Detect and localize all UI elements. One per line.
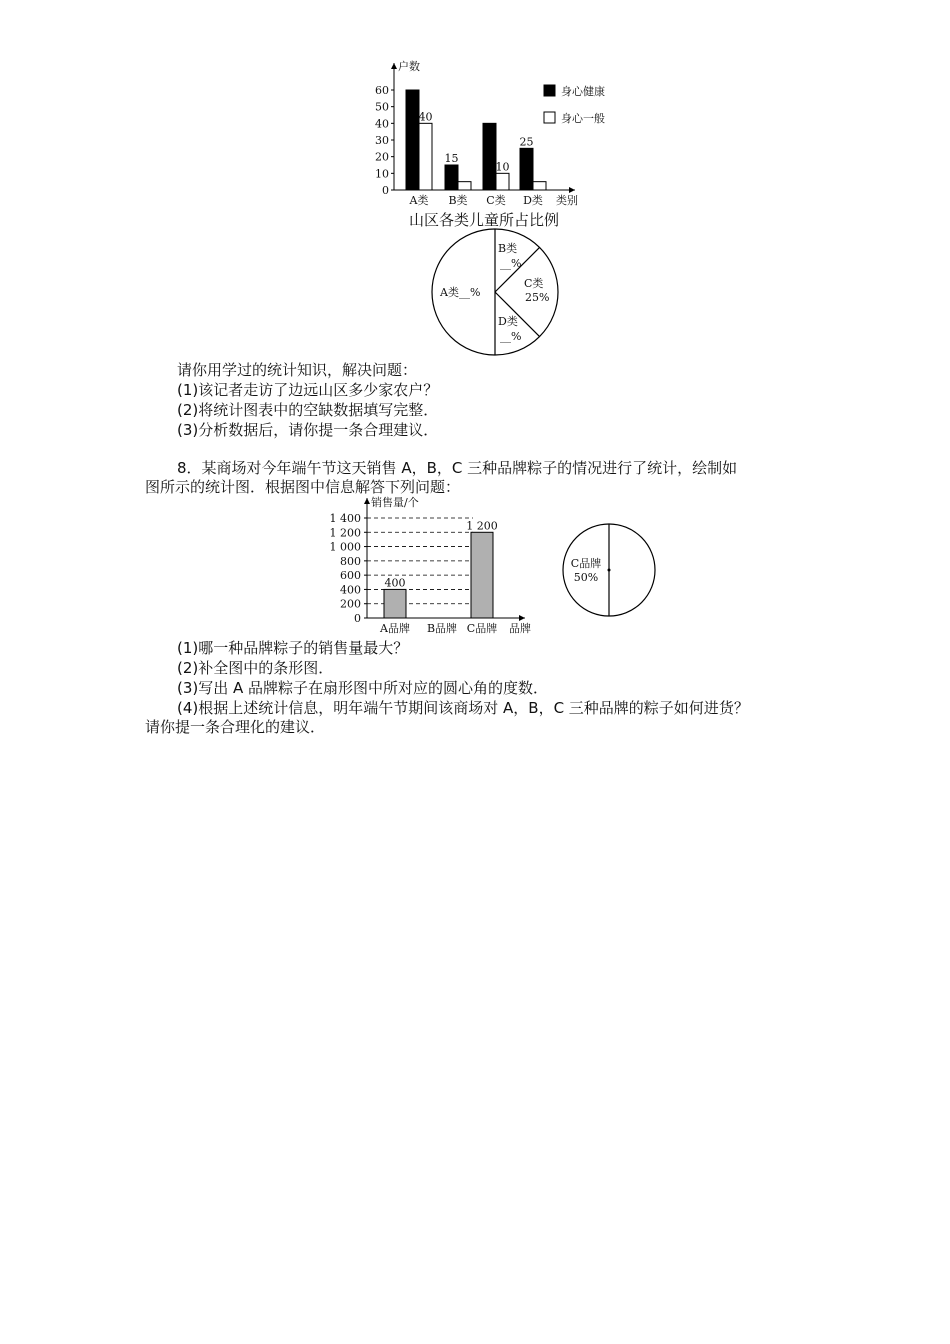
household-bar-chart (370, 55, 630, 210)
y-tick-label: 200 (340, 597, 361, 611)
y-tick-label: 1 400 (329, 512, 361, 525)
bar-data-label: 400 (384, 576, 406, 590)
x-axis-label: 品牌 (509, 622, 531, 635)
x-tick-label: D类 (523, 194, 543, 207)
legend-swatch (544, 112, 555, 123)
bar-normal-C类 (496, 173, 509, 190)
sales-bar-chart (325, 494, 540, 636)
slice-label-c-percent: 50% (573, 571, 599, 584)
bar-data-label: 25 (519, 135, 534, 149)
brand-pie-chart (555, 518, 665, 638)
children-pie-chart (420, 228, 570, 363)
x-axis-label: 类别 (556, 194, 578, 207)
y-tick-label: 60 (375, 84, 389, 97)
y-axis-arrow (364, 498, 370, 504)
bar-data-label: 1 200 (466, 519, 498, 533)
q7-part2: (2)将统计图表中的空缺数据填写完整． (177, 401, 439, 419)
slice-label-b: B类 (498, 242, 518, 255)
x-tick-label: C品牌 (466, 622, 498, 635)
bar-normal-B类 (458, 182, 471, 190)
y-tick-label: 800 (340, 554, 361, 568)
bar-C品牌 (471, 532, 493, 618)
bar-A品牌 (384, 589, 406, 618)
slice-label-c: C类 (524, 277, 544, 290)
bar-normal-A类 (419, 123, 432, 190)
q7-part1: (1)该记者走访了边远山区多少家农户？ (177, 381, 439, 399)
y-tick-label: 600 (340, 569, 361, 583)
slice-label-c: C品牌 (570, 557, 602, 570)
x-axis-arrow (519, 615, 525, 621)
legend-label: 身心健康 (561, 85, 605, 98)
bar-data-label: 15 (444, 152, 459, 165)
x-tick-label: A品牌 (380, 622, 410, 635)
y-axis-label: 户数 (398, 60, 420, 73)
q8-stem-line2: 图所示的统计图．根据图中信息解答下列问题： (145, 478, 461, 496)
slice-label-c-percent: 25% (525, 291, 550, 304)
y-tick-label: 50 (375, 100, 389, 114)
y-tick-label: 0 (354, 612, 361, 625)
q7-part3: (3)分析数据后，请你提一条合理建议． (177, 421, 439, 439)
y-tick-label: 30 (375, 134, 389, 147)
legend-swatch (544, 85, 555, 96)
q8-part1: (1)哪一种品牌粽子的销售量最大？ (177, 639, 409, 657)
pie-center-dot (608, 569, 611, 572)
q8-stem-line1: 8．某商场对今年端午节这天销售 A，B，C 三种品牌粽子的情况进行了统计，绘制如 (177, 459, 738, 477)
bar-data-label: 10 (495, 160, 510, 174)
y-tick-label: 20 (375, 150, 389, 164)
slice-label-a: A类__% (440, 286, 481, 299)
slice-label-d-percent: __% (500, 330, 522, 343)
x-tick-label: B品牌 (426, 622, 458, 635)
slice-label-d: D类 (498, 315, 518, 328)
x-tick-label: A类 (409, 194, 429, 207)
bar-normal-D类 (533, 182, 546, 190)
y-axis-label: 销售量/个 (371, 496, 419, 509)
pie-chart-title: 山区各类儿童所占比例 (409, 211, 560, 229)
y-tick-label: 10 (375, 167, 389, 181)
y-axis-arrow (391, 63, 397, 69)
bar-data-label: 40 (418, 110, 433, 124)
bar-healthy-B类 (445, 165, 458, 190)
slice-label-b-percent: __% (500, 257, 522, 270)
x-tick-label: B类 (448, 194, 468, 207)
q8-part3: (3)写出 A 品牌粽子在扇形图中所对应的圆心角的度数． (177, 679, 549, 697)
bar-healthy-D类 (520, 148, 533, 190)
legend-label: 身心一般 (561, 112, 605, 125)
bar-healthy-A类 (406, 90, 419, 190)
bar-healthy-C类 (483, 123, 496, 190)
y-tick-label: 0 (382, 184, 389, 197)
y-tick-label: 1 200 (329, 526, 361, 540)
q7-intro: 请你用学过的统计知识，解决问题： (177, 361, 418, 379)
q8-part2: (2)补全图中的条形图． (177, 659, 334, 677)
x-tick-label: C类 (486, 194, 506, 207)
x-axis-arrow (569, 187, 575, 193)
q8-part4: (4)根据上述统计信息，明年端午节期间该商场对 A，B，C 三种品牌的粽子如何进货？ (177, 699, 749, 717)
q8-part4-cont: 请你提一条合理化的建议． (145, 718, 326, 736)
y-tick-label: 400 (340, 583, 361, 597)
y-tick-label: 1 000 (329, 540, 361, 554)
y-tick-label: 40 (375, 117, 389, 131)
